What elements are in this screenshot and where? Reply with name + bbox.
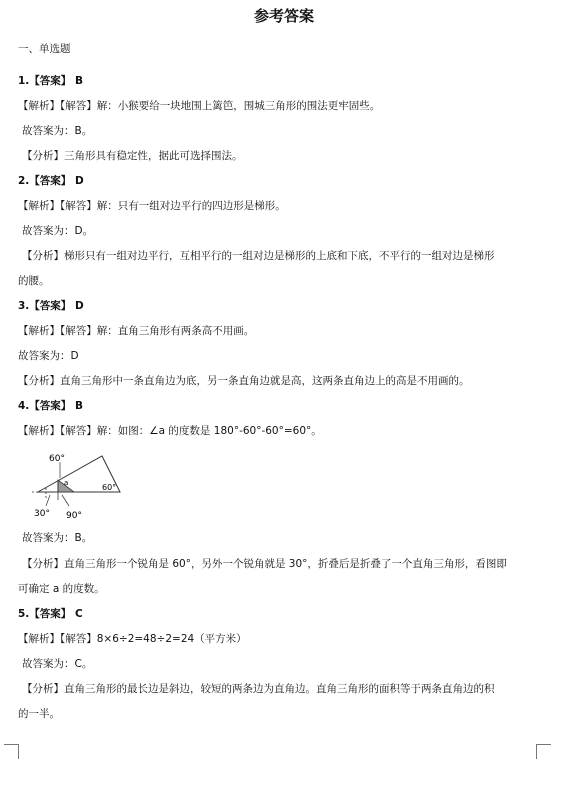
section-heading: 一、单选题 bbox=[18, 43, 71, 55]
triangle-figure bbox=[24, 448, 134, 523]
q1-explanation: 【解析】【解答】解：小猴要给一块地围上篱笆，围城三角形的围法更牢固些。 bbox=[18, 100, 381, 112]
label-a: a bbox=[64, 479, 69, 487]
q2-analysis-line2: 的腰。 bbox=[18, 275, 50, 287]
page-corner-left bbox=[4, 744, 19, 759]
pointer-30 bbox=[46, 495, 50, 506]
q1-analysis: 【分析】三角形具有稳定性，据此可选择围法。 bbox=[22, 150, 243, 162]
label-90: 90° bbox=[66, 511, 82, 521]
pointer-90 bbox=[62, 495, 69, 506]
q1-answer: 1.【答案】 B bbox=[18, 75, 83, 87]
q4-conclusion: 故答案为：B。 bbox=[22, 532, 93, 544]
q2-conclusion: 故答案为：D。 bbox=[22, 225, 94, 237]
q2-answer: 2.【答案】 D bbox=[18, 175, 84, 187]
q4-analysis-line2: 可确定 a 的度数。 bbox=[18, 583, 105, 595]
q5-conclusion: 故答案为：C。 bbox=[22, 658, 93, 670]
q5-analysis-line1: 【分析】直角三角形的最长边是斜边，较短的两条边为直角边。直角三角形的面积等于两条直角边的积 bbox=[22, 683, 495, 695]
q5-explanation: 【解析】【解答】8×6÷2=48÷2=24（平方米） bbox=[18, 633, 247, 645]
label-60-right: 60° bbox=[102, 483, 117, 492]
label-60-top: 60° bbox=[49, 454, 65, 464]
q4-analysis-line1: 【分析】直角三角形一个锐角是 60°，另外一个锐角就是 30°，折叠后是折叠了一个直角三角形，看图即 bbox=[22, 558, 507, 570]
label-30: 30° bbox=[34, 509, 50, 519]
page-title: 参考答案 bbox=[253, 7, 314, 25]
q2-analysis-line1: 【分析】梯形只有一组对边平行，互相平行的一组对边是梯形的上底和下底，不平行的一组对边是梯形 bbox=[22, 250, 495, 262]
q2-explanation: 【解析】【解答】解：只有一组对边平行的四边形是梯形。 bbox=[18, 200, 286, 212]
q1-conclusion: 故答案为：B。 bbox=[22, 125, 93, 137]
q3-analysis: 【分析】直角三角形中一条直角边为底，另一条直角边就是高，这两条直角边上的高是不用画的。 bbox=[18, 375, 470, 387]
q5-analysis-line2: 的一半。 bbox=[18, 708, 60, 720]
q3-conclusion: 故答案为：D bbox=[18, 350, 79, 362]
q3-answer: 3.【答案】 D bbox=[18, 300, 84, 312]
q5-answer: 5.【答案】 C bbox=[18, 608, 83, 620]
q4-answer: 4.【答案】 B bbox=[18, 400, 83, 412]
page-corner-right bbox=[536, 744, 551, 759]
q4-explanation: 【解析】【解答】解：如图：∠a 的度数是 180°-60°-60°=60°。 bbox=[18, 425, 322, 437]
q3-explanation: 【解析】【解答】解：直角三角形有两条高不用画。 bbox=[18, 325, 255, 337]
